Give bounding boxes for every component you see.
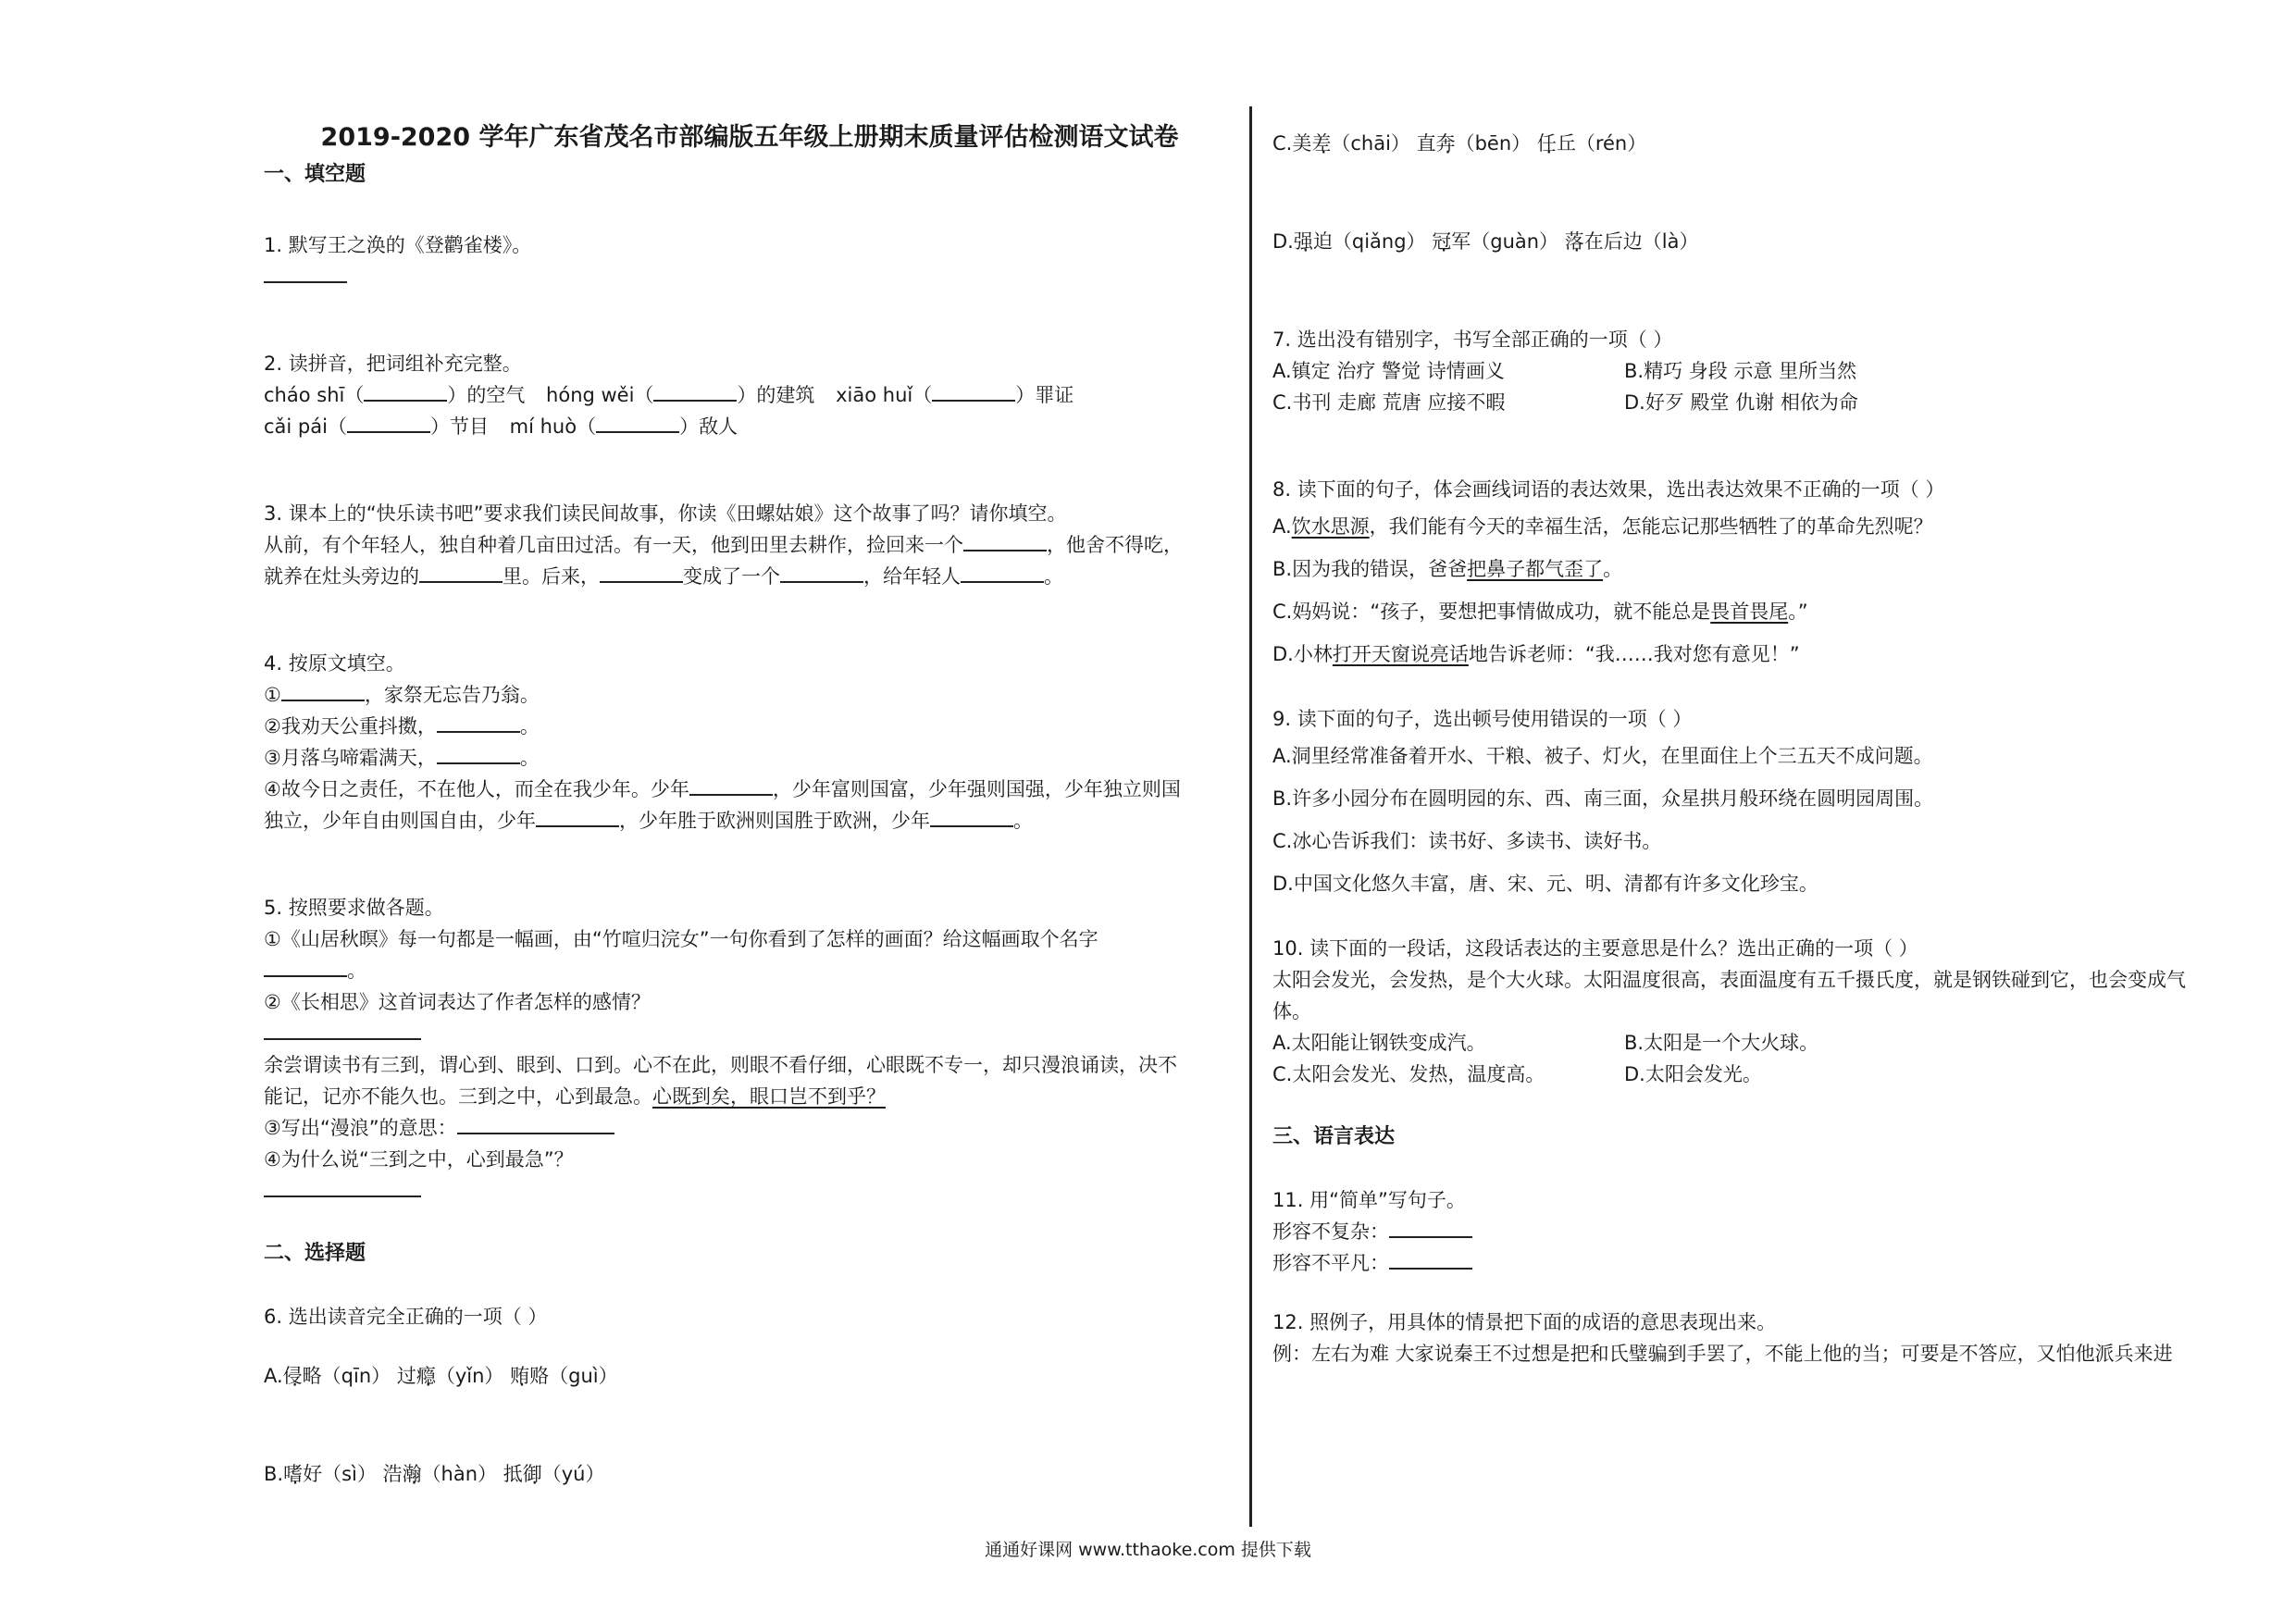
answer-blank[interactable]	[437, 742, 520, 764]
option-text: （bēn）	[1455, 132, 1532, 155]
underlined-phrase: 畏首畏尾	[1710, 601, 1789, 623]
q5-line: ①《山居秋暝》每一句都是一幅画，由“竹喧归浣女”一句你看到了怎样的画面？给这幅画取个名字	[264, 928, 1098, 950]
option-text: C.妈妈说：“孩子，要想把事情做成功，就不能总是	[1272, 601, 1711, 623]
q7-option-c[interactable]: C.书刊 走廊 荒唐 应接不暇	[1272, 391, 1506, 414]
exam-title: 2019-2020 学年广东省茂名市部编版五年级上册期末质量评估检测语文试卷	[320, 123, 1179, 152]
dotted-char: 强	[1293, 230, 1313, 253]
q4-line: ①	[264, 684, 281, 706]
q4-line: ，少年富则国富，少年强则国强，少年独立则国	[772, 778, 1181, 800]
answer-blank[interactable]	[536, 805, 619, 827]
underlined-phrase: 饮水思源	[1291, 515, 1370, 538]
answer-blank[interactable]	[1389, 1247, 1472, 1270]
section-language-expression: 三、语言表达	[1272, 1125, 1396, 1148]
q10-option-d[interactable]: D.太阳会发光。	[1624, 1063, 1762, 1085]
pinyin-3: xiāo huǐ（	[836, 384, 933, 406]
option-text: 丘（rén）	[1556, 132, 1647, 155]
option-text: 。”	[1788, 601, 1808, 623]
q10-option-a[interactable]: A.太阳能让钢铁变成汽。	[1272, 1032, 1486, 1054]
question-11	[1272, 1184, 2263, 1279]
answer-blank[interactable]	[930, 805, 1013, 827]
option-text: 地告诉老师：“我……我对您有意见！”	[1468, 643, 1800, 665]
phrase-5: ）敌人	[679, 415, 738, 438]
dotted-char: 落	[1564, 230, 1584, 253]
underlined-phrase: 打开天窗说亮话	[1332, 643, 1469, 665]
q9-text: 9. 读下面的句子，选出顿号使用错误的一项（ ）	[1272, 708, 1693, 730]
dotted-char: 嗜	[283, 1463, 304, 1485]
answer-blank[interactable]	[457, 1112, 614, 1134]
q11-text: 11. 用“简单”写句子。	[1272, 1189, 1466, 1211]
q5-passage: 余尝谓读书有三到，谓心到、眼到、口到。心不在此，则眼不看仔细，心眼既不专一，却只漫浪诵读，决不	[264, 1054, 1177, 1076]
dotted-char: 瀚	[402, 1463, 422, 1485]
option-text: 在后边（là）	[1583, 230, 1699, 253]
question-10	[1272, 933, 2263, 1090]
q9-option-b[interactable]: B.许多小园分布在圆明园的东、西、南三面，众星拱月般环绕在圆明园周围。	[1272, 787, 1934, 810]
answer-blank[interactable]	[264, 1018, 421, 1040]
q11-line: 形容不平凡：	[1272, 1252, 1389, 1274]
q10-passage: 太阳会发光，会发热，是个大火球。太阳温度很高，表面温度有五千摄氏度，就是钢铁碰到它，也会变成气	[1272, 969, 2186, 991]
q1-text: 1. 默写王之涣的《登鹳雀楼》。	[264, 234, 532, 256]
q7-option-d[interactable]: D.好歹 殿堂 仇谢 相依为命	[1624, 391, 1858, 414]
option-text: 浩	[382, 1463, 403, 1485]
dotted-char: 侵	[282, 1365, 303, 1387]
q4-line: ②我劝天公重抖擞，	[264, 715, 437, 737]
answer-blank[interactable]	[419, 561, 503, 583]
q7-option-b[interactable]: B.精巧 身段 示意 里所当然	[1624, 360, 1857, 382]
pinyin-2: hóng wěi（	[546, 384, 654, 406]
q3-line: 从前，有个年轻人，独自种着几亩田过活。有一天，他到田里去耕作，捡回来一个	[264, 534, 963, 556]
question-3	[264, 498, 1235, 592]
pinyin-5: mí huò（	[509, 415, 597, 438]
q9-option-c[interactable]: C.冰心告诉我们：读书好、多读书、读好书。	[1272, 830, 1662, 852]
section-fill-in: 一、填空题	[264, 163, 366, 186]
column-divider	[1249, 106, 1252, 1527]
q4-line: ，家祭无忘告乃翁。	[364, 684, 540, 706]
q7-text: 7. 选出没有错别字，书写全部正确的一项（ ）	[1272, 328, 1673, 351]
question-6	[264, 1301, 1235, 1490]
q3-line: 变成了一个	[683, 565, 780, 588]
question-1	[264, 229, 1235, 292]
q3-line: 里。后来，	[503, 565, 600, 588]
option-text: 赂（guì）	[529, 1365, 618, 1387]
question-7	[1272, 324, 2263, 418]
underlined-phrase: 把鼻子都气歪了	[1467, 558, 1604, 580]
answer-blank[interactable]	[264, 1175, 421, 1197]
phrase-2: ）的建筑	[737, 384, 815, 406]
option-text: 过	[396, 1365, 416, 1387]
dotted-char: 贿	[510, 1365, 530, 1387]
option-letter: D.	[1272, 230, 1294, 253]
option-text: D.小林	[1272, 643, 1333, 665]
option-text: 迫（qiǎng）	[1312, 230, 1426, 253]
q8-option-b[interactable]	[1272, 548, 2263, 590]
answer-blank[interactable]	[281, 679, 365, 701]
option-text: 直	[1416, 132, 1436, 155]
answer-blank[interactable]	[264, 261, 347, 283]
q6-text: 6. 选出读音完全正确的一项（ ）	[264, 1306, 548, 1328]
q12-example: 例：左右为难 大家说秦王不过想是把和氏璧骗到手罢了，不能上他的当；可要是不答应，又怕他派兵来进	[1272, 1343, 2173, 1365]
section-choice: 二、选择题	[264, 1242, 366, 1265]
dotted-char: 御	[522, 1463, 542, 1485]
q3-line: 就养在灶头旁边的	[264, 565, 419, 588]
answer-blank[interactable]	[596, 411, 679, 433]
dotted-char: 差	[1311, 132, 1332, 155]
answer-blank[interactable]	[932, 379, 1015, 402]
q5-line: ③写出“漫浪”的意思：	[264, 1117, 457, 1139]
q4-text: 4. 按原文填空。	[264, 652, 405, 675]
option-text: 。	[1603, 558, 1623, 580]
left-column	[264, 102, 1235, 1490]
answer-blank[interactable]	[963, 529, 1047, 551]
q5-line: ④为什么说“三到之中，心到最急”？	[264, 1148, 574, 1171]
answer-blank[interactable]	[347, 411, 430, 433]
q7-option-a[interactable]: A.镇定 治疗 警觉 诗情画义	[1272, 360, 1505, 382]
question-2	[264, 348, 1235, 442]
option-letter: B.	[264, 1463, 284, 1485]
option-letter: A.	[264, 1365, 283, 1387]
answer-blank[interactable]	[437, 711, 520, 733]
q11-line: 形容不复杂：	[1272, 1220, 1389, 1243]
q10-passage: 体。	[1272, 1000, 1311, 1022]
answer-blank[interactable]	[780, 561, 863, 583]
dotted-char: 奔	[1435, 132, 1456, 155]
q4-line: ，少年胜于欧洲则国胜于欧洲，少年	[619, 810, 930, 832]
dotted-char: 冠	[1432, 230, 1452, 253]
right-column	[1272, 102, 2263, 1369]
question-5	[264, 892, 1235, 1207]
q5-text: 5. 按照要求做各题。	[264, 897, 444, 919]
answer-blank[interactable]	[364, 379, 447, 402]
q4-line: 。	[519, 715, 540, 737]
answer-blank[interactable]	[600, 561, 683, 583]
q8-text: 8. 读下面的句子，体会画线词语的表达效果，选出表达效果不正确的一项（ ）	[1272, 478, 1945, 501]
option-text: B.因为我的错误，爸爸	[1272, 558, 1468, 580]
q2-text: 2. 读拼音，把词组补充完整。	[264, 353, 522, 375]
pinyin-1: cháo shī（	[264, 384, 365, 406]
q12-text: 12. 照例子，用具体的情景把下面的成语的意思表现出来。	[1272, 1311, 1777, 1333]
q4-line: 。	[1013, 810, 1033, 832]
q8-option-c[interactable]	[1272, 590, 2263, 633]
q10-text: 10. 读下面的一段话，这段话表达的主要意思是什么？选出正确的一项（ ）	[1272, 937, 1918, 960]
question-4	[264, 648, 1235, 836]
q3-line: 。	[1044, 565, 1063, 588]
option-text: 抵	[503, 1463, 523, 1485]
q6-option-c[interactable]	[1272, 128, 2263, 159]
q4-line: ③月落乌啼霜满天，	[264, 747, 437, 769]
q5-underlined: 心既到矣，眼口岂不到乎？	[652, 1085, 886, 1108]
answer-blank[interactable]	[1389, 1216, 1472, 1238]
question-8	[1272, 474, 2263, 675]
option-text: 好（sì）	[303, 1463, 377, 1485]
dotted-char: 任	[1536, 132, 1557, 155]
answer-blank[interactable]	[264, 955, 347, 977]
q3-text: 3. 课本上的“快乐读书吧”要求我们读民间故事，你读《田螺姑娘》这个故事了吗？请你填空。	[264, 502, 1067, 525]
question-12	[1272, 1307, 2263, 1369]
option-text: （yǐn）	[435, 1365, 504, 1387]
phrase-4: ）节目	[429, 415, 489, 438]
q5-line: 。	[347, 960, 366, 982]
q5-line: ②《长相思》这首词表达了作者怎样的感情？	[264, 991, 651, 1013]
footer-source: 通通好课网 www.tthaoke.com 提供下载	[985, 1540, 1311, 1560]
q3-line: ，给年轻人	[863, 565, 961, 588]
q9-option-a[interactable]: A.洞里经常准备着开水、干粮、被子、灯火，在里面住上个三五天不成问题。	[1272, 745, 1933, 767]
answer-blank[interactable]	[961, 561, 1044, 583]
answer-blank[interactable]	[689, 774, 773, 796]
q6-option-a[interactable]	[264, 1360, 1235, 1392]
dotted-char: 瘾	[416, 1365, 436, 1387]
option-text: （yú）	[541, 1463, 605, 1485]
q9-option-d[interactable]: D.中国文化悠久丰富，唐、宋、元、明、清都有许多文化珍宝。	[1272, 873, 1818, 895]
q8-option-d[interactable]	[1272, 633, 2263, 675]
q4-line: 。	[519, 747, 540, 769]
q10-option-b[interactable]: B.太阳是一个大火球。	[1624, 1032, 1819, 1054]
option-text: （chāi）	[1331, 132, 1410, 155]
answer-blank[interactable]	[653, 379, 737, 402]
q5-passage: 能记，记亦不能久也。三到之中，心到最急。	[264, 1085, 652, 1108]
q4-line: 独立，少年自由则国自由，少年	[264, 810, 536, 832]
q6-option-d[interactable]	[1272, 226, 2263, 257]
option-text: 军（guàn）	[1451, 230, 1559, 253]
option-text: A.	[1272, 515, 1292, 538]
option-text: ，我们能有今天的幸福生活，怎能忘记那些牺牲了的革命先烈呢？	[1369, 515, 1933, 538]
q4-line: ④故今日之责任，不在他人，而全在我少年。少年	[264, 778, 689, 800]
q8-option-a[interactable]	[1272, 505, 2263, 548]
phrase-1: ）的空气	[447, 384, 526, 406]
question-9	[1272, 703, 2263, 905]
pinyin-4: cǎi pái（	[264, 415, 347, 438]
option-text: （hàn）	[421, 1463, 498, 1485]
q10-option-c[interactable]: C.太阳会发光、发热，温度高。	[1272, 1063, 1545, 1085]
q6-option-b[interactable]	[264, 1458, 1235, 1490]
option-text: 略（qīn）	[302, 1365, 391, 1387]
q3-line: ，他舍不得吃，	[1047, 534, 1183, 556]
phrase-3: ）罪证	[1015, 384, 1074, 406]
option-letter: C.美	[1272, 132, 1312, 155]
